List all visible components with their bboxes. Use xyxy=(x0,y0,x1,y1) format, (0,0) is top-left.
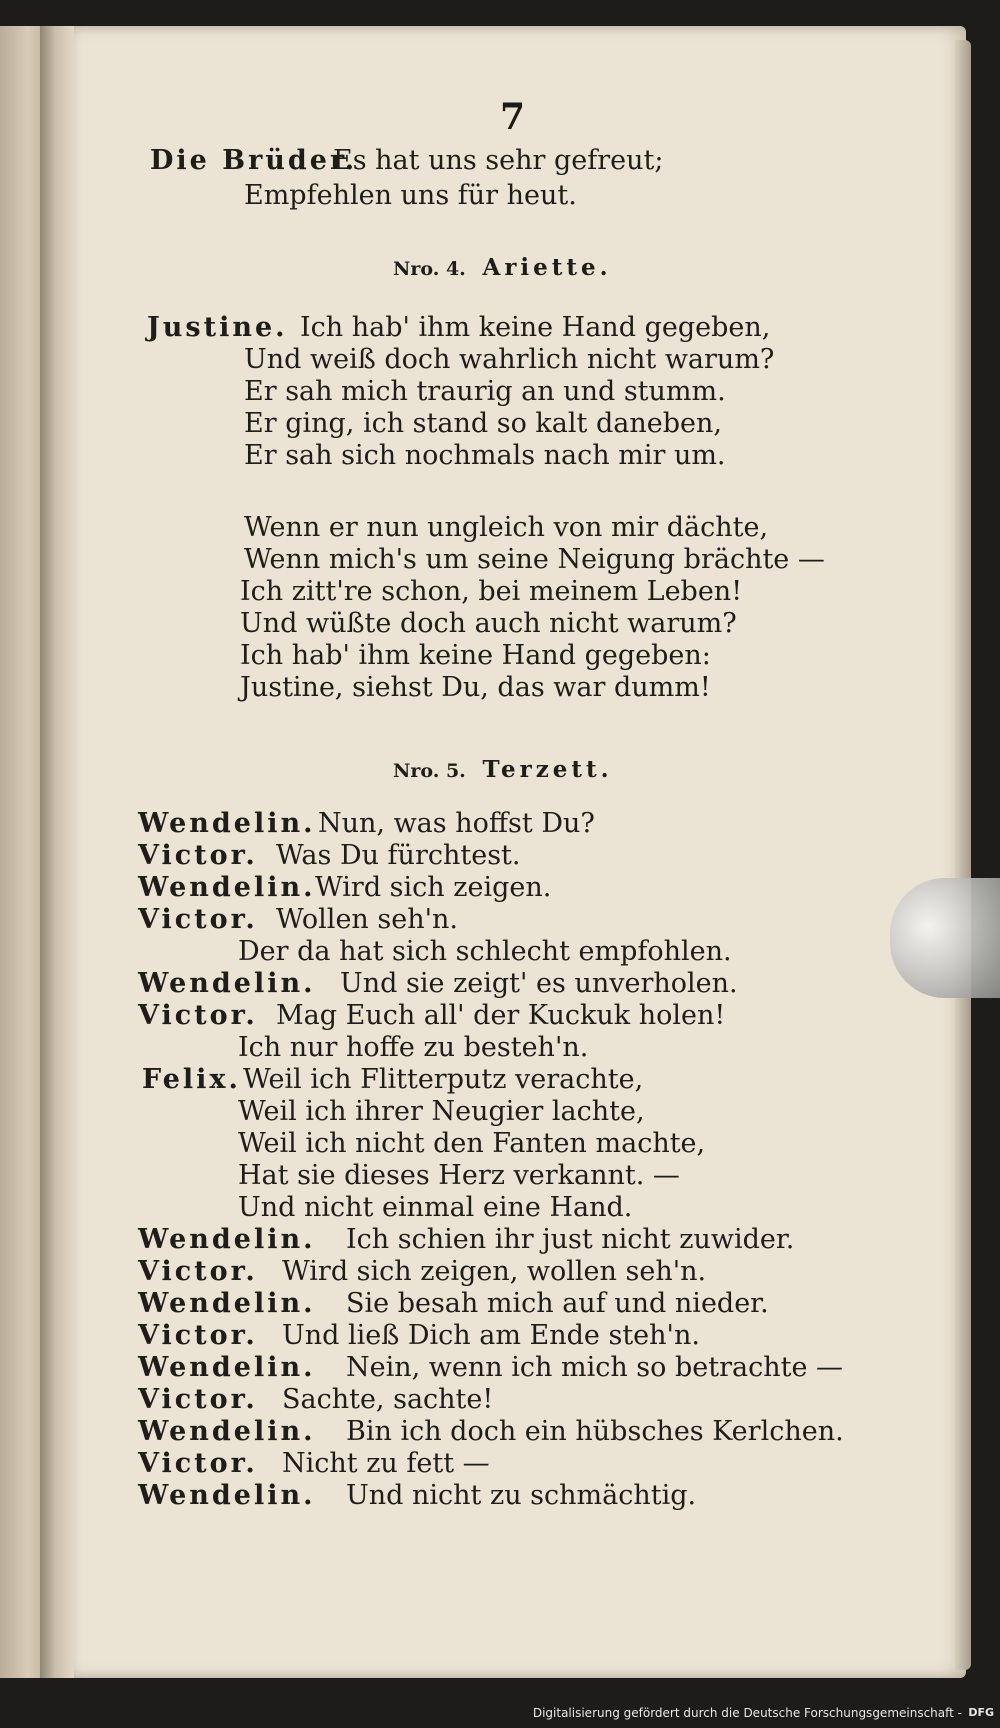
verse-line: Und nicht zu schmächtig. xyxy=(346,1480,697,1511)
verse-line: Hat sie dieses Herz verkannt. — xyxy=(238,1160,680,1191)
verse-line: Was Du fürchtest. xyxy=(276,840,521,871)
section-heading-nro-4 xyxy=(393,254,612,281)
verse-line: Nicht zu fett — xyxy=(282,1448,490,1479)
verse-line: Ich hab' ihm keine Hand gegeben: xyxy=(240,640,711,671)
verse-line: Der da hat sich schlecht empfohlen. xyxy=(238,936,732,967)
speaker-name: Victor. xyxy=(138,904,258,935)
verse-line: Wird sich zeigen, wollen seh'n. xyxy=(282,1256,707,1287)
verse-line: Wenn mich's um seine Neigung brächte — xyxy=(244,544,825,575)
speaker-name: Felix. xyxy=(142,1064,241,1095)
speaker-name: Victor. xyxy=(138,840,258,871)
verse-line: Bin ich doch ein hübsches Kerlchen. xyxy=(346,1416,844,1447)
speaker-name: Victor. xyxy=(138,1256,258,1287)
speaker-name: Justine. xyxy=(147,312,288,343)
speaker-name: Victor. xyxy=(138,1384,258,1415)
verse-line: Wird sich zeigen. xyxy=(315,872,552,903)
speaker-name: Wendelin. xyxy=(138,1352,316,1383)
verse-line: Nun, was hoffst Du? xyxy=(318,808,595,839)
verse-line: Er sah sich nochmals nach mir um. xyxy=(244,440,726,471)
speaker-name: Die Brüder. xyxy=(150,145,358,176)
speaker-name: Wendelin. xyxy=(138,872,316,903)
page-clip xyxy=(890,878,1000,998)
verse-line: Ich zitt're schon, bei meinem Leben! xyxy=(240,576,743,607)
speaker-name: Wendelin. xyxy=(138,1288,316,1319)
verse-line: Justine, siehst Du, das war dumm! xyxy=(240,672,711,703)
verse-line: Weil ich nicht den Fanten machte, xyxy=(238,1128,706,1159)
verse-line: Er ging, ich stand so kalt daneben, xyxy=(244,408,722,439)
verse-line: Ich schien ihr just nicht zuwider. xyxy=(346,1224,795,1255)
section-number: Nro. 5. xyxy=(393,760,466,782)
verse-line: Und sie zeigt' es unverholen. xyxy=(340,968,738,999)
verse-line: Empfehlen uns für heut. xyxy=(244,180,577,211)
speaker-name: Victor. xyxy=(138,1000,258,1031)
verse-line: Und wüßte doch auch nicht warum? xyxy=(240,608,737,639)
section-title: Terzett. xyxy=(482,756,613,783)
book-gutter xyxy=(40,26,74,1678)
verse-line: Und ließ Dich am Ende steh'n. xyxy=(282,1320,700,1351)
verse-line: Weil ich Flitterputz verachte, xyxy=(243,1064,644,1095)
verse-line: Mag Euch all' der Kuckuk holen! xyxy=(276,1000,726,1031)
section-title: Ariette. xyxy=(482,254,612,281)
page-number: 7 xyxy=(500,96,526,138)
verse-line: Es hat uns sehr gefreut; xyxy=(333,145,664,176)
dfg-logo: DFG xyxy=(968,1706,994,1719)
speaker-name: Wendelin. xyxy=(138,1480,316,1511)
speaker-name: Wendelin. xyxy=(138,968,316,999)
speaker-name: Victor. xyxy=(138,1448,258,1479)
speaker-name: Wendelin. xyxy=(138,1416,316,1447)
verse-line: Sachte, sachte! xyxy=(282,1384,494,1415)
verse-line: Sie besah mich auf und nieder. xyxy=(346,1288,769,1319)
section-number: Nro. 4. xyxy=(393,258,466,280)
verse-line: Nein, wenn ich mich so betrachte — xyxy=(346,1352,844,1383)
speaker-name: Victor. xyxy=(138,1320,258,1351)
verse-line: Ich nur hoffe zu besteh'n. xyxy=(238,1032,589,1063)
speaker-name: Wendelin. xyxy=(138,1224,316,1255)
speaker-name: Wendelin. xyxy=(138,808,316,839)
verse-line: Er sah mich traurig an und stumm. xyxy=(244,376,726,407)
digitization-credit: Digitalisierung gefördert durch die Deutsche Forschungsgemeinschaft - xyxy=(532,1706,962,1720)
verse-line: Weil ich ihrer Neugier lachte, xyxy=(238,1096,645,1127)
verse-line: Und weiß doch wahrlich nicht warum? xyxy=(244,344,775,375)
verse-line: Wollen seh'n. xyxy=(276,904,459,935)
verse-line: Und nicht einmal eine Hand. xyxy=(238,1192,633,1223)
page-edge xyxy=(955,40,971,1670)
section-heading-nro-5 xyxy=(393,756,613,783)
verse-line: Ich hab' ihm keine Hand gegeben, xyxy=(300,312,771,343)
verse-line: Wenn er nun ungleich von mir dächte, xyxy=(244,512,769,543)
